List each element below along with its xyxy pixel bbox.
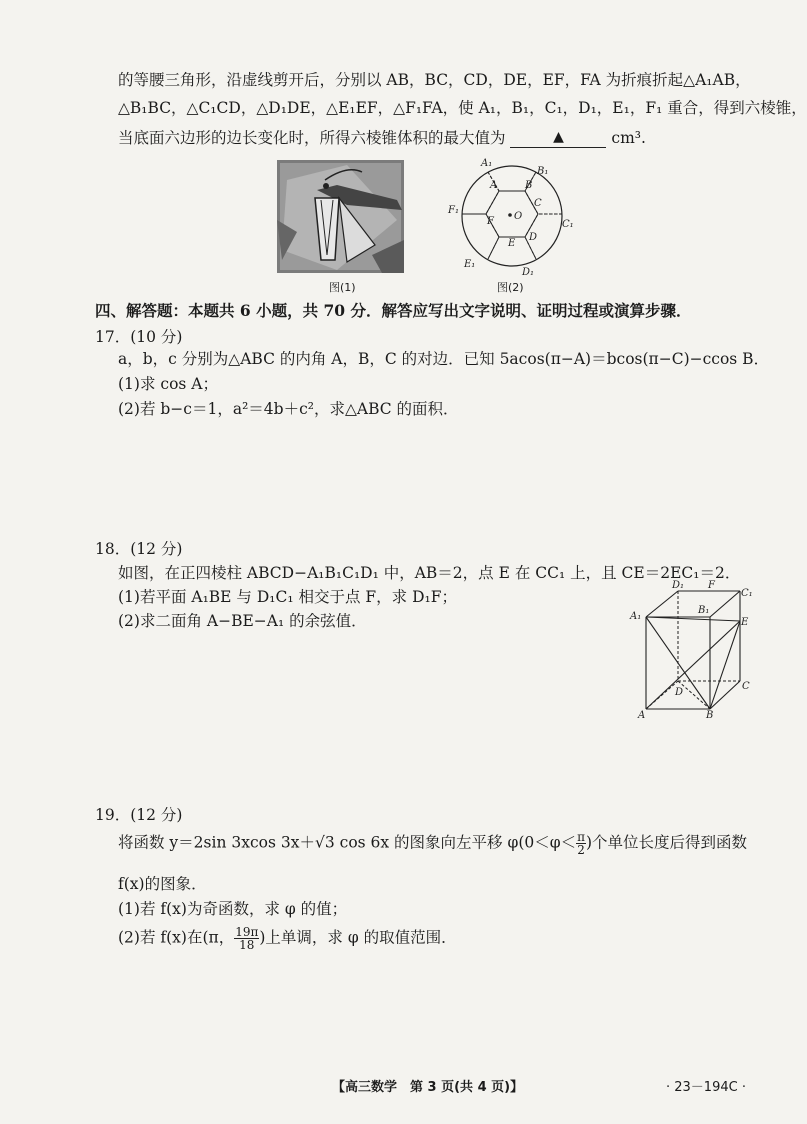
pi-numerator: π xyxy=(577,830,585,844)
intro-line-3-text: 当底面六边形的边长变化时，所得六棱锥体积的最大值为 xyxy=(118,129,506,147)
section-4-heading: 四、解答题：本题共 6 小题，共 70 分．解答应写出文字说明、证明过程或演算步骤． xyxy=(95,301,692,320)
fig2-hexagon xyxy=(486,191,538,237)
pi-over-2-fraction xyxy=(576,831,586,856)
intro-line-3 xyxy=(118,128,646,150)
q18-header: 18．(12 分) xyxy=(95,540,183,558)
figure-1-caption: 图(1) xyxy=(329,281,356,294)
footer-page-info: 【高三数学 第 3 页(共 4 页)】 xyxy=(332,1080,524,1095)
q19-line-1 xyxy=(118,831,747,856)
prism-label-A: A xyxy=(638,710,646,721)
fig2-circle xyxy=(462,166,562,266)
q18-stem: 如图，在正四棱柱 ABCD−A₁B₁C₁D₁ 中，AB＝2，点 E 在 CC₁ 上，且 CE＝2EC₁＝2． xyxy=(118,564,741,582)
frac-denominator: 18 xyxy=(239,938,255,952)
intro-line-2: △B₁BC，△C₁CD，△D₁DE，△E₁EF，△F₁FA，使 A₁，B₁，C₁，D₁，E₁，F₁ 重合，得到六棱锥， xyxy=(118,99,807,117)
blank-triangle-icon: ▲ xyxy=(553,129,564,145)
answer-blank xyxy=(510,126,606,148)
intro-line-1: 的等腰三角形，沿虚线剪开后，分别以 AB，BC，CD，DE，EF，FA 为折痕折起△A₁AB， xyxy=(118,71,751,89)
prism-label-F: F xyxy=(708,580,715,591)
q17-part-2: (2)若 b−c＝1，a²＝4b＋c²，求△ABC 的面积． xyxy=(118,400,459,418)
q17-stem: a，b，c 分别为△ABC 的内角 A，B，C 的对边．已知 5acos(π−A)＝bcos(π−C)−ccos B． xyxy=(118,350,770,368)
q17-part-1: (1)求 cos A； xyxy=(118,375,218,393)
prism-label-E: E xyxy=(741,617,749,628)
figure-2-caption: 图(2) xyxy=(497,281,524,294)
q19-part-2 xyxy=(118,926,457,951)
label-B: B xyxy=(525,180,533,191)
footer-code: · 23－194C · xyxy=(666,1080,746,1095)
label-A1: A₁ xyxy=(481,158,493,169)
figure-2-diagram xyxy=(448,156,574,278)
label-A: A xyxy=(490,180,498,191)
q19-part-2-pre: (2)若 f(x)在(π， xyxy=(118,928,235,947)
prism-label-D: D xyxy=(675,687,684,698)
pi-denominator: 2 xyxy=(577,843,585,857)
figure-1-photo xyxy=(277,160,404,273)
prism-label-C1: C₁ xyxy=(741,588,753,599)
q18-part-2: (2)求二面角 A−BE−A₁ 的余弦值． xyxy=(118,612,367,630)
prism-diagram xyxy=(628,579,758,719)
label-F: F xyxy=(487,216,494,227)
q19-line-1-pre: 将函数 y＝2sin 3xcos 3x＋√3 cos 6x 的图象向左平移 φ(0＜φ＜ xyxy=(118,833,577,852)
prism-label-C: C xyxy=(742,681,750,692)
q19-line-1-post: )个单位长度后得到函数 xyxy=(586,833,748,852)
interval-fraction xyxy=(234,926,259,951)
label-E: E xyxy=(508,238,516,249)
figure-1-svg xyxy=(277,160,404,273)
q19-part-2-post: )上单调，求 φ 的取值范围． xyxy=(259,928,457,947)
label-B1: B₁ xyxy=(537,166,549,177)
frac-numerator: 19π xyxy=(235,925,259,939)
q19-header: 19．(12 分) xyxy=(95,806,183,824)
fig2-center xyxy=(508,213,512,217)
label-D: D xyxy=(529,232,538,243)
q17-header: 17．(10 分) xyxy=(95,328,183,346)
label-F1: F₁ xyxy=(448,205,459,216)
prism-label-B1: B₁ xyxy=(698,605,710,616)
volume-unit: cm³. xyxy=(611,129,646,147)
prism-label-D1: D₁ xyxy=(672,580,685,591)
label-C: C xyxy=(534,198,542,209)
label-E1: E₁ xyxy=(464,259,476,270)
label-C1: C₁ xyxy=(562,219,574,230)
q18-part-1: (1)若平面 A₁BE 与 D₁C₁ 相交于点 F，求 D₁F； xyxy=(118,588,457,606)
label-O: O xyxy=(514,211,523,222)
prism-label-A1: A₁ xyxy=(630,611,642,622)
q19-part-1: (1)若 f(x)为奇函数，求 φ 的值； xyxy=(118,900,348,918)
q19-line-2: f(x)的图象． xyxy=(118,875,207,893)
label-D1: D₁ xyxy=(522,267,535,278)
prism-label-B: B xyxy=(706,710,714,721)
